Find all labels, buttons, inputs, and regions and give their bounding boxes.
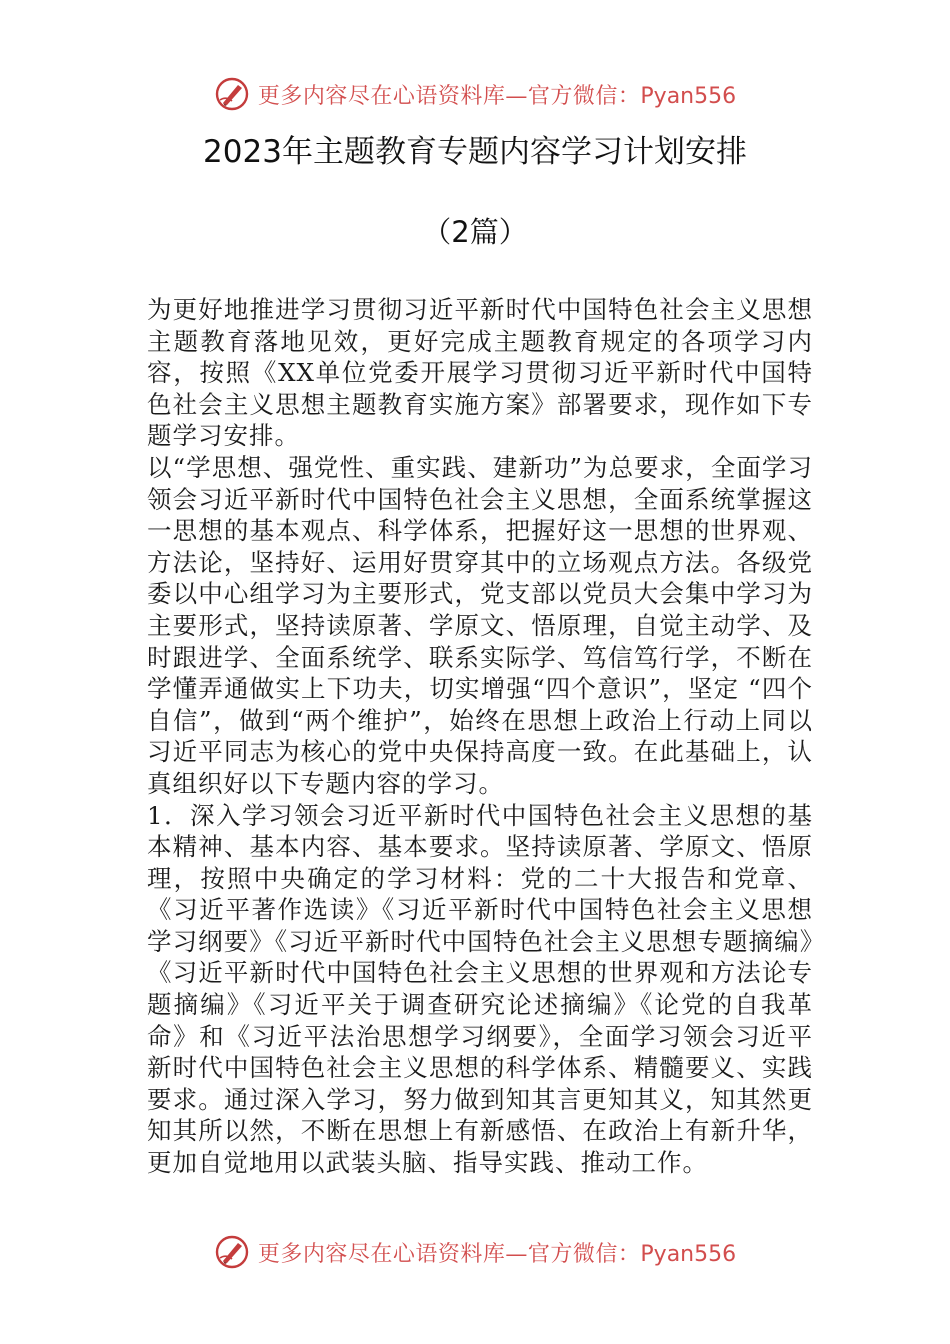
watermark-text: 更多内容尽在心语资料库—官方微信：Pyan556: [257, 83, 737, 109]
pen-logo-icon: [214, 76, 250, 112]
watermark-handle: Pyan556: [640, 83, 737, 109]
paragraph-requirements: 以“学思想、强党性、重实践、建新功”为总要求，全面学习领会习近平新时代中国特色社会主义思想，全面系统掌握这一思想的基本观点、科学体系，把握好这一思想的世界观、方法论，坚持好、运用好贯穿其中的立场观点方法。各级党委以中心组学习为主要形式，党支部以党员大会集中学习为主要形式，坚持读原著、学原文、悟原理，自觉主动学、及时跟进学、全面系统学、联系实际学、笃信笃行学，不断在学懂弄通做实上下功夫，切实增强“四个意识”，坚定 “四个自信”，做到“两个维护”，始终在思想上政治上行动上同以习近平同志为核心的党中央保持高度一致。在此基础上，认真组织好以下专题内容的学习。: [147, 452, 813, 798]
paragraph-intro: 为更好地推进学习贯彻习近平新时代中国特色社会主义思想主题教育落地见效，更好完成主题教育规定的各项学习内容，按照《XX单位党委开展学习贯彻习近平新时代中国特色社会主义思想主题教育实施方案》部署要求，现作如下专题学习安排。: [147, 295, 813, 451]
watermark-text: 更多内容尽在心语资料库—官方微信：Pyan556: [257, 1241, 737, 1267]
document-subtitle: （2篇）: [422, 215, 528, 249]
document-title: 2023年主题教育专题内容学习计划安排: [203, 134, 747, 170]
watermark-handle: Pyan556: [640, 1241, 737, 1267]
pen-logo-icon: [214, 1234, 250, 1270]
watermark-banner-top: [0, 74, 950, 114]
paragraph-item-1: 1．深入学习领会习近平新时代中国特色社会主义思想的基本精神、基本内容、基本要求。坚持读原著、学原文、悟原理，按照中央确定的学习材料：党的二十大报告和党章、《习近平著作选读》《习近平新时代中国特色社会主义思想学习纲要》《习近平新时代中国特色社会主义思想专题摘编》《习近平新时代中国特色社会主义思想的世界观和方法论专题摘编》《习近平关于调查研究论述摘编》《论党的自我革命》和《习近平法治思想学习纲要》，全面学习领会习近平新时代中国特色社会主义思想的科学体系、精髓要义、实践要求。通过深入学习，努力做到知其言更知其义，知其然更知其所以然，不断在思想上有新感悟、在政治上有新升华，更加自觉地用以武装头脑、指导实践、推动工作。: [147, 800, 813, 1178]
watermark-banner-bottom: [0, 1232, 950, 1272]
document-body: [147, 294, 813, 1179]
